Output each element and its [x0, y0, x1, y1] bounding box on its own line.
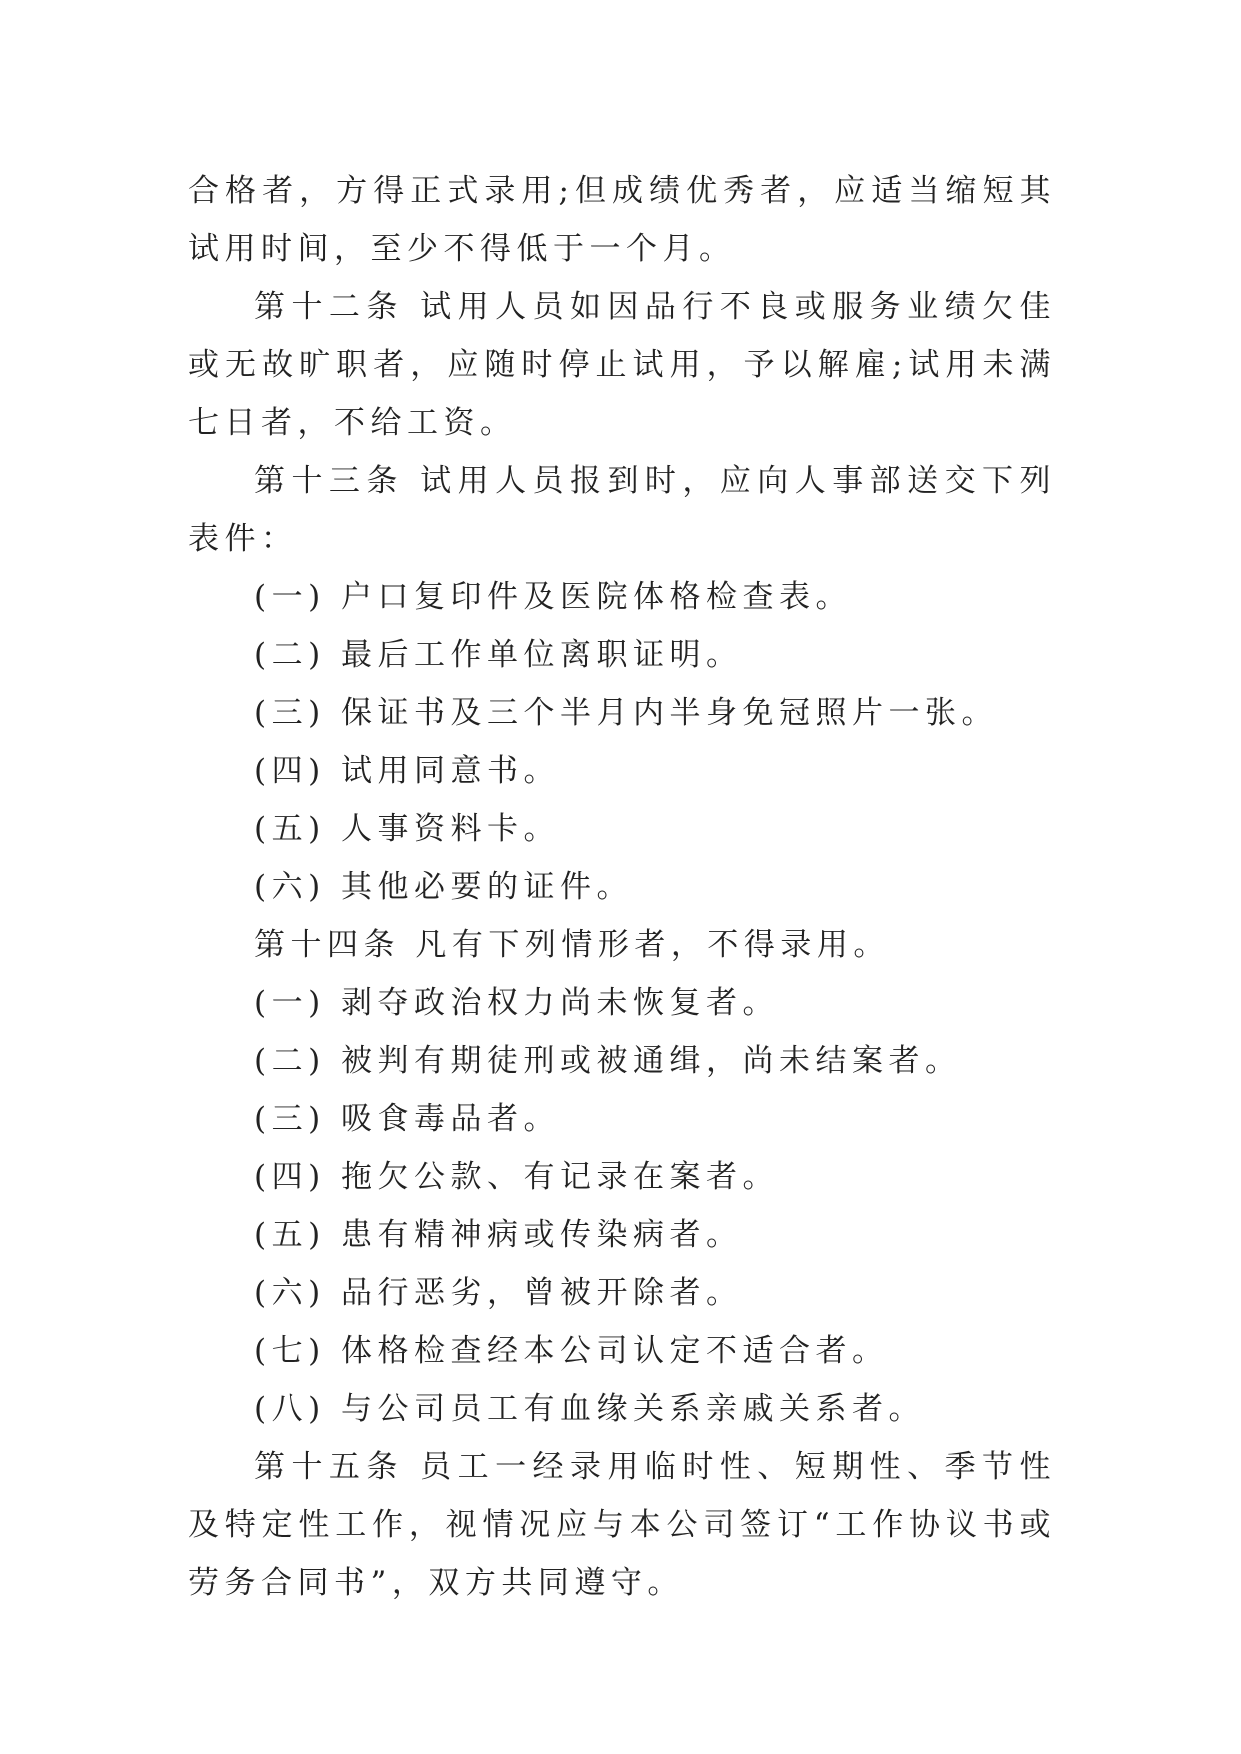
article-14-item-1: (一) 剥夺政治权力尚未恢复者。: [254, 985, 780, 1021]
article-14-item-5: (五) 患有精神病或传染病者。: [254, 1217, 743, 1253]
article-13: 第十三条 试用人员报到时，应向人事部送交下列表件：: [188, 463, 1056, 557]
article-13-item-4: (四) 试用同意书。: [254, 753, 561, 789]
paragraph-continuation: 合格者，方得正式录用;但成绩优秀者，应适当缩短其试用时间，至少不得低于一个月。: [188, 173, 1056, 267]
article-14-item-2: (二) 被判有期徒刑或被通缉，尚未结案者。: [254, 1043, 962, 1079]
article-13-item-2: (二) 最后工作单位离职证明。: [254, 637, 743, 673]
article-15: 第十五条 员工一经录用临时性、短期性、季节性及特定性工作，视情况应与本公司签订“工作协议书或劳务合同书”，双方共同遵守。: [188, 1449, 1056, 1601]
article-13-item-6: (六) 其他必要的证件。: [254, 869, 634, 905]
article-12: 第十二条 试用人员如因品行不良或服务业绩欠佳或无故旷职者，应随时停止试用，予以解雇;试用未满七日者，不给工资。: [188, 289, 1056, 441]
article-13-item-1: (一) 户口复印件及医院体格检查表。: [254, 579, 853, 615]
article-14-item-7: (七) 体格检查经本公司认定不适合者。: [254, 1333, 889, 1369]
article-13-item-5: (五) 人事资料卡。: [254, 811, 561, 847]
article-14-item-4: (四) 拖欠公款、有记录在案者。: [254, 1159, 780, 1195]
article-14: 第十四条 凡有下列情形者，不得录用。: [254, 927, 890, 963]
article-14-item-8: (八) 与公司员工有血缘关系亲戚关系者。: [254, 1391, 926, 1427]
document-body: [188, 162, 1056, 1612]
article-13-item-3: (三) 保证书及三个半月内半身免冠照片一张。: [254, 695, 999, 731]
article-14-item-3: (三) 吸食毒品者。: [254, 1101, 561, 1137]
article-14-item-6: (六) 品行恶劣，曾被开除者。: [254, 1275, 743, 1311]
